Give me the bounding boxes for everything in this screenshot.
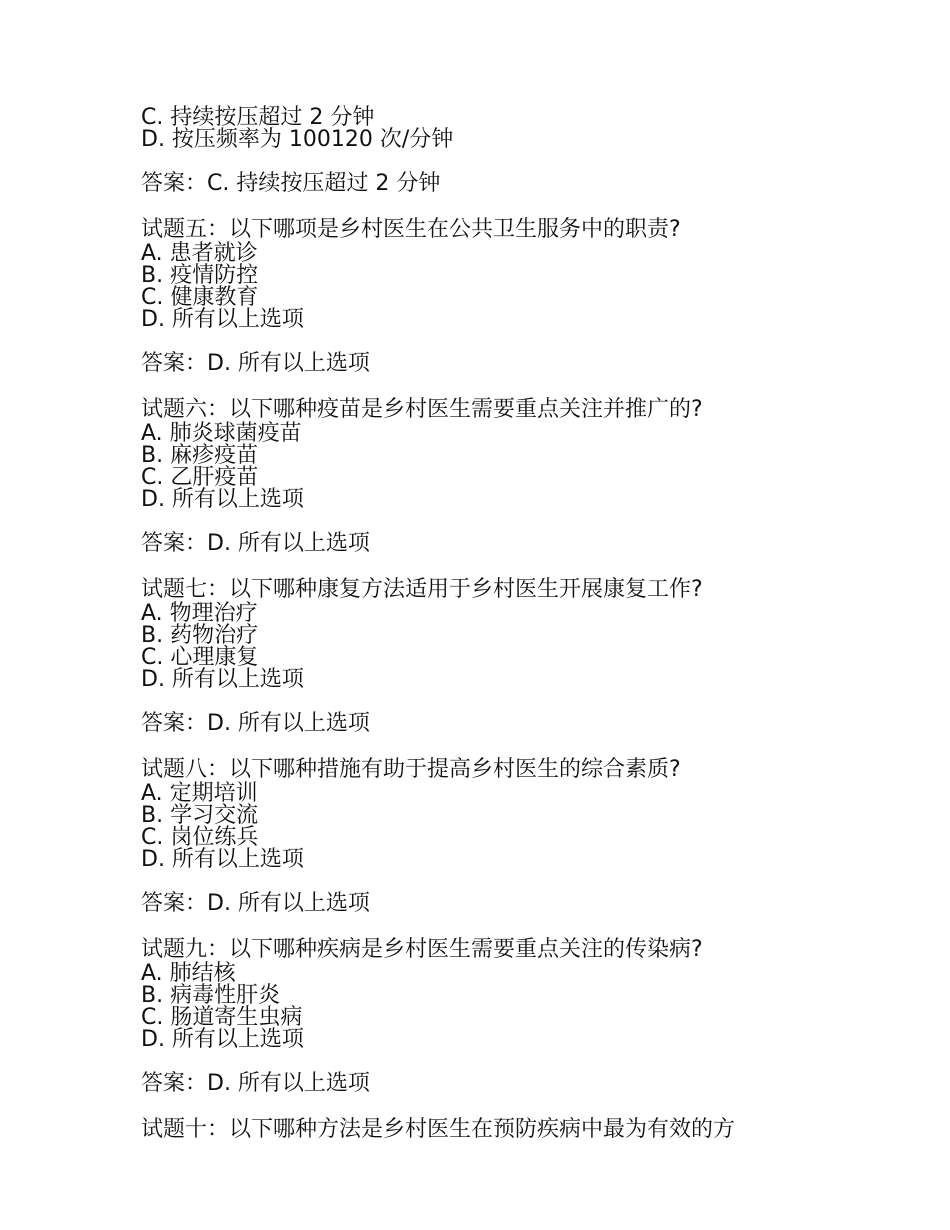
question-fragment [141, 107, 841, 195]
option-c: C. 持续按压超过 2 分钟 [141, 105, 375, 130]
answer-line: 答案：D. 所有以上选项 [141, 531, 370, 556]
option-b: B. 麻疹疫苗 [141, 443, 259, 468]
question-7 [141, 577, 841, 735]
option-b: B. 疫情防控 [141, 263, 259, 288]
option-d: D. 按压频率为 100120 次/分钟 [141, 127, 454, 152]
option-d: D. 所有以上选项 [141, 307, 304, 332]
option-c: C. 肠道寄生虫病 [141, 1005, 303, 1030]
option-a: A. 患者就诊 [141, 241, 258, 266]
question-8 [141, 757, 841, 915]
option-b: B. 病毒性肝炎 [141, 983, 281, 1008]
question-10 [141, 1117, 841, 1143]
option-a: A. 肺结核 [141, 961, 236, 986]
question-title: 试题六：以下哪种疫苗是乡村医生需要重点关注并推广的? [141, 397, 703, 422]
option-d: D. 所有以上选项 [141, 847, 304, 872]
answer-line: 答案：D. 所有以上选项 [141, 891, 370, 916]
question-9 [141, 937, 841, 1095]
question-title: 试题十：以下哪种方法是乡村医生在预防疾病中最为有效的方 [141, 1117, 736, 1142]
option-c: C. 健康教育 [141, 285, 259, 310]
question-6 [141, 397, 841, 555]
option-d: D. 所有以上选项 [141, 1027, 304, 1052]
option-b: B. 药物治疗 [141, 623, 259, 648]
answer-line: 答案：D. 所有以上选项 [141, 1071, 370, 1096]
answer-line: 答案：D. 所有以上选项 [141, 351, 370, 376]
question-title: 试题七：以下哪种康复方法适用于乡村医生开展康复工作? [141, 577, 703, 602]
document-page [141, 107, 841, 1143]
answer-line: 答案：C. 持续按压超过 2 分钟 [141, 171, 441, 196]
option-a: A. 定期培训 [141, 781, 258, 806]
question-title: 试题八：以下哪种措施有助于提高乡村医生的综合素质? [141, 757, 681, 782]
option-b: B. 学习交流 [141, 803, 259, 828]
option-d: D. 所有以上选项 [141, 487, 304, 512]
option-d: D. 所有以上选项 [141, 667, 304, 692]
question-title: 试题九：以下哪种疾病是乡村医生需要重点关注的传染病? [141, 937, 703, 962]
option-c: C. 岗位练兵 [141, 825, 259, 850]
question-5 [141, 217, 841, 375]
option-a: A. 肺炎球菌疫苗 [141, 421, 302, 446]
option-a: A. 物理治疗 [141, 601, 258, 626]
answer-line: 答案：D. 所有以上选项 [141, 711, 370, 736]
option-c: C. 心理康复 [141, 645, 259, 670]
option-c: C. 乙肝疫苗 [141, 465, 259, 490]
question-title: 试题五：以下哪项是乡村医生在公共卫生服务中的职责? [141, 217, 681, 242]
